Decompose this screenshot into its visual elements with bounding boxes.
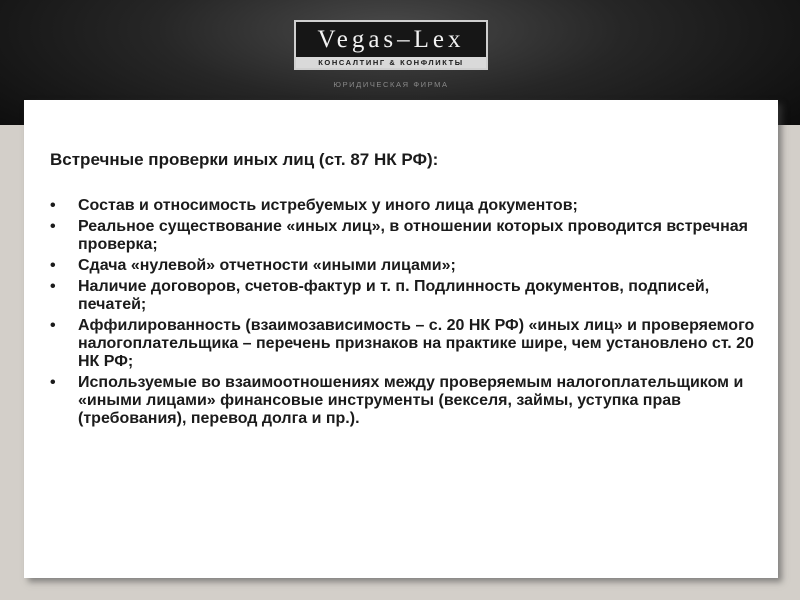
bullet-dot-icon: •	[50, 317, 56, 334]
bullet-item	[50, 218, 760, 254]
bullet-text: Аффилированность (взаимозависимость – с. 20 НК РФ) «иных лиц» и проверяемого налогоплательщика – перечень признаков на практике шире, чем установлено ст. 20 НК РФ;	[78, 317, 755, 370]
slide-content-card	[24, 100, 778, 578]
slide-title: Встречные проверки иных лиц (ст. 87 НК РФ):	[50, 150, 439, 169]
bullet-text: Используемые во взаимоотношениях между проверяемым налогоплательщиком и «иными лицами» финансовые инструменты (векселя, займы, уступка прав (требования), перевод долга и пр.).	[78, 374, 744, 427]
brand-subtitle: КОНСАЛТИНГ & КОНФЛИКТЫ	[296, 57, 486, 68]
bullet-dot-icon: •	[50, 257, 56, 274]
bullet-item	[50, 278, 760, 314]
brand-logo	[294, 20, 488, 70]
bullet-list	[50, 197, 760, 431]
bullet-item	[50, 257, 760, 275]
bullet-text: Наличие договоров, счетов-фактур и т. п. Подлинность документов, подписей, печатей;	[78, 278, 710, 313]
bullet-item	[50, 317, 760, 371]
bullet-text: Реальное существование «иных лиц», в отношении которых проводится встречная проверка;	[78, 218, 748, 253]
bullet-dot-icon: •	[50, 278, 56, 295]
bullet-text: Состав и относимость истребуемых у иного лица документов;	[78, 197, 578, 214]
bullet-item	[50, 197, 760, 215]
bullet-dot-icon: •	[50, 374, 56, 391]
bullet-dot-icon: •	[50, 218, 56, 235]
bullet-item	[50, 374, 760, 428]
brand-name: Vegas–Lex	[317, 26, 465, 53]
bullet-dot-icon: •	[50, 197, 56, 214]
bullet-text: Сдача «нулевой» отчетности «иными лицами»;	[78, 257, 456, 274]
brand-tagline: ЮРИДИЧЕСКАЯ ФИРМА	[333, 80, 449, 89]
